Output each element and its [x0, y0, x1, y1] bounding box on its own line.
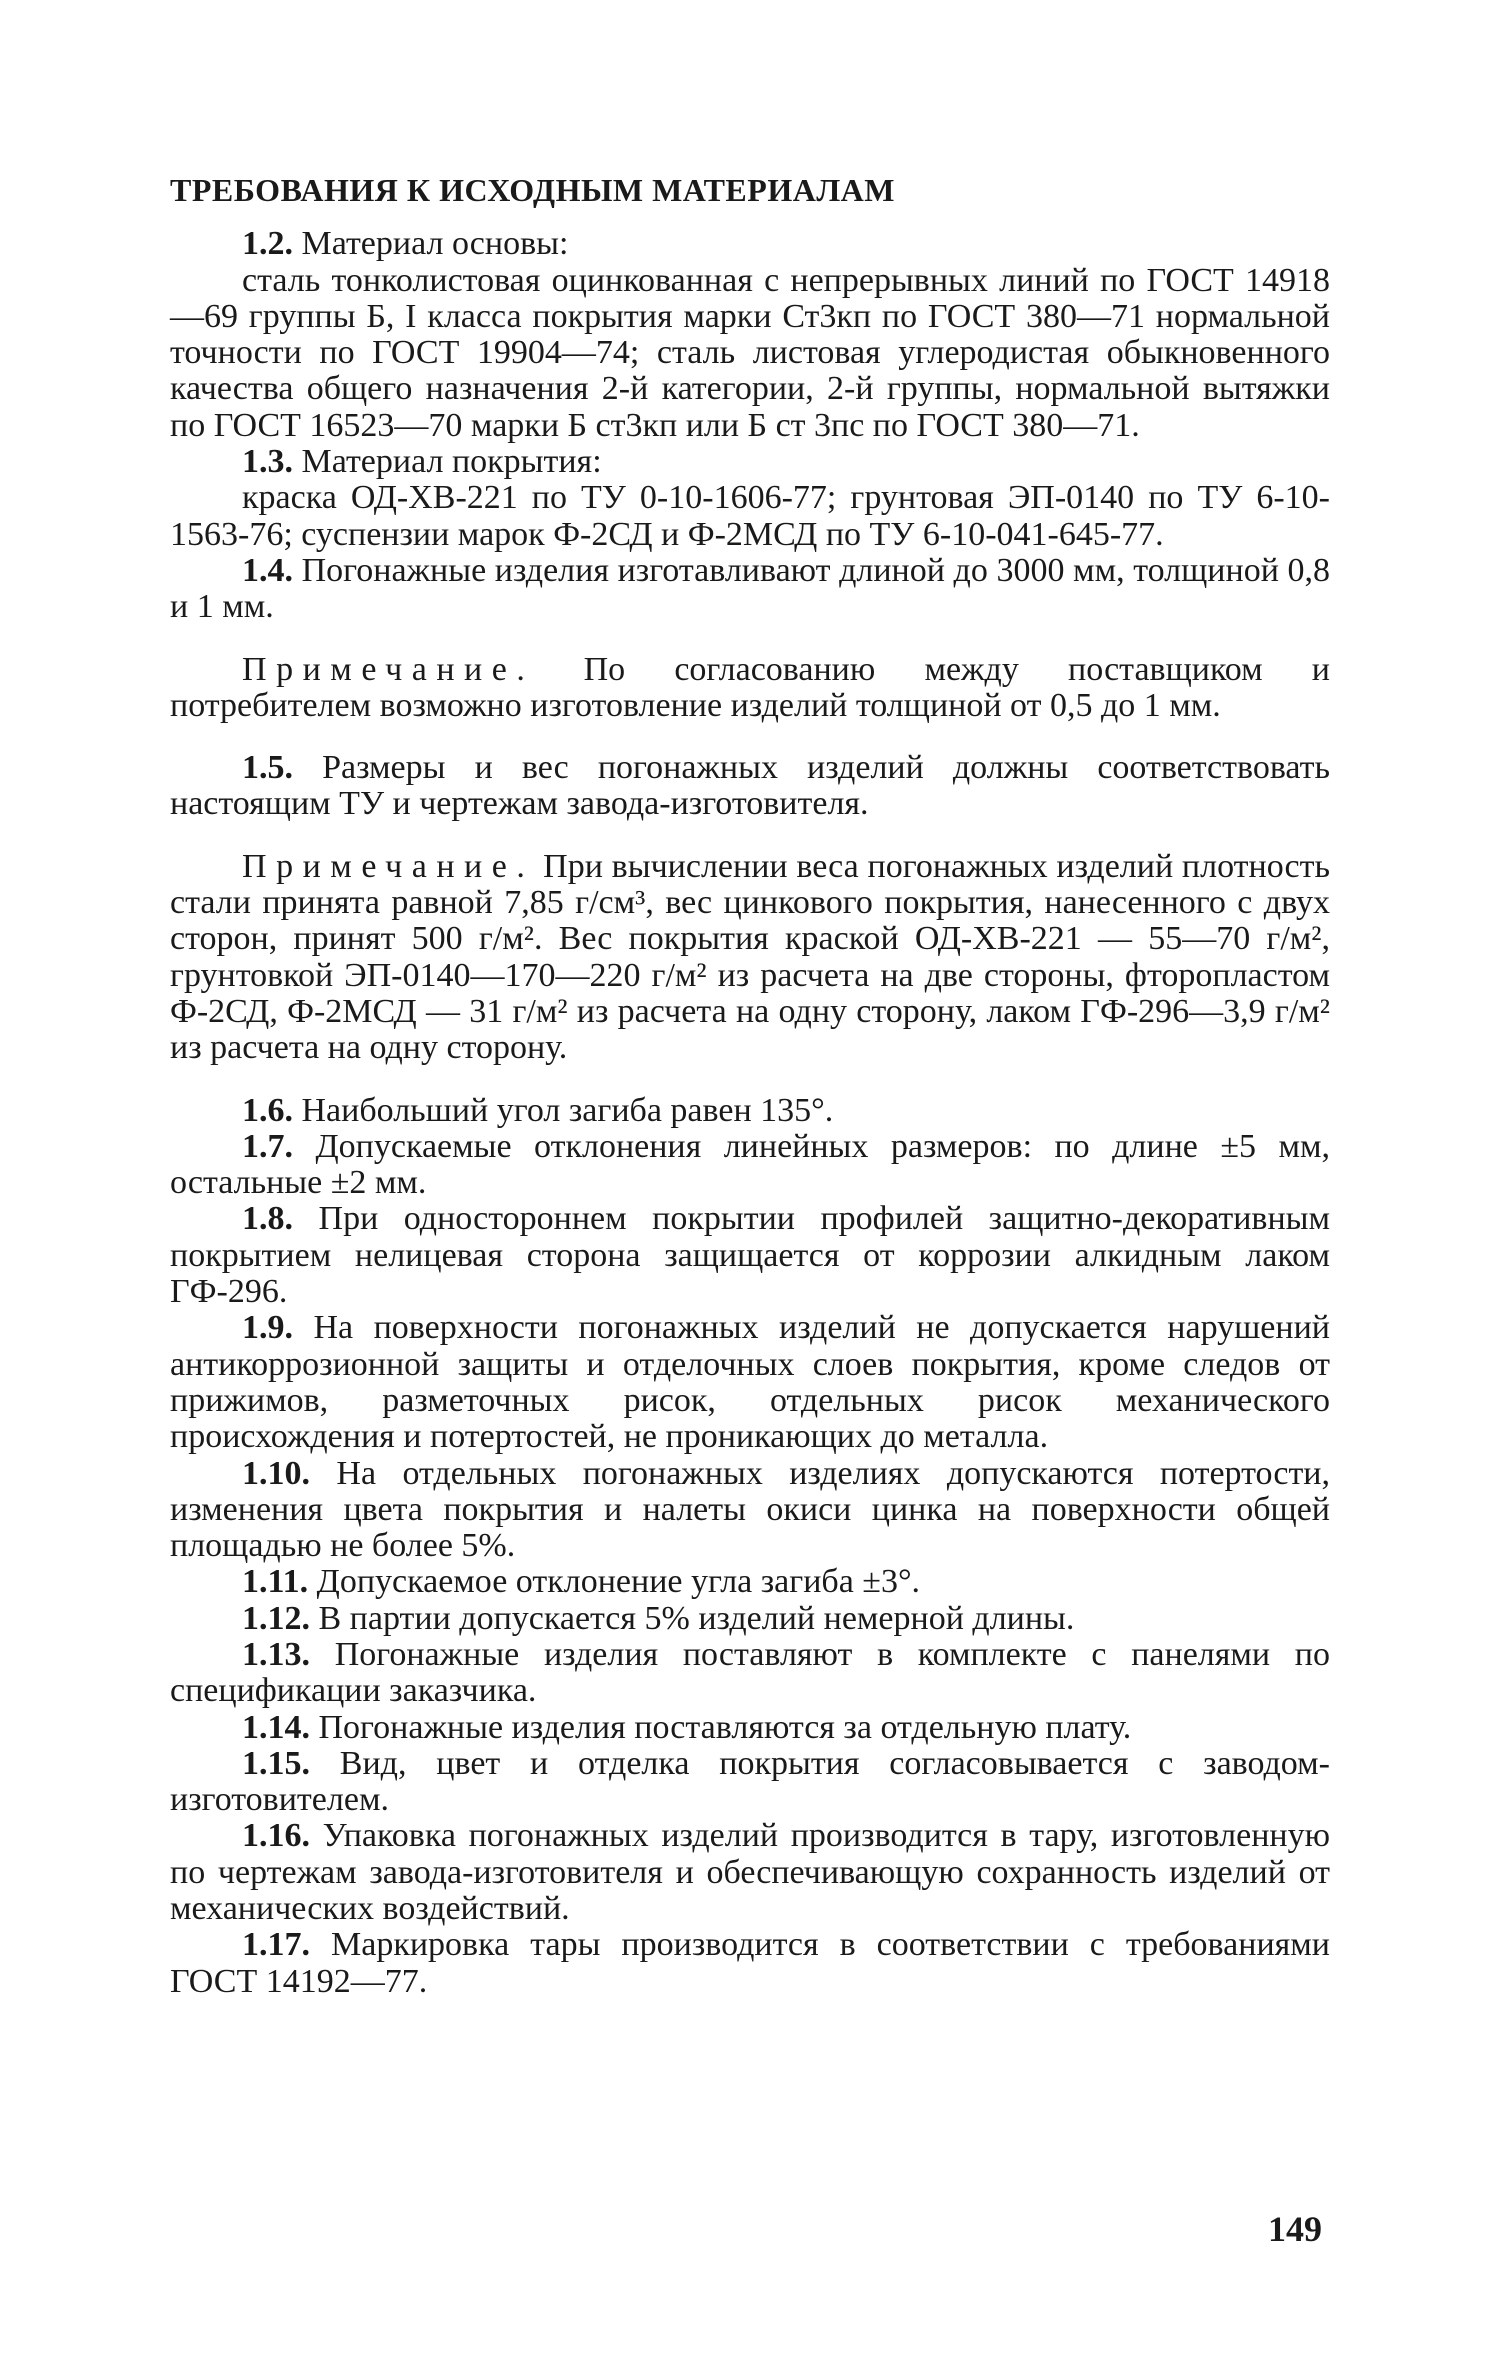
clause-text: Маркировка тары производится в соответствии с требованиями ГОСТ 14192—77. [170, 1926, 1330, 2000]
clause-text: В партии допускается 5% изделий немерной длины. [318, 1599, 1075, 1637]
clause-1-15 [170, 1746, 1330, 1819]
clause-number: 1.14. [242, 1708, 310, 1746]
clause-text: Погонажные изделия поставляются за отдельную плату. [318, 1708, 1132, 1746]
clause-1-8 [170, 1201, 1330, 1310]
clause-number: 1.7. [242, 1127, 293, 1165]
clause-number: 1.2. [242, 225, 293, 263]
clause-number: 1.11. [242, 1563, 309, 1601]
clause-1-17 [170, 1927, 1330, 2000]
clause-1-3-title [170, 444, 1330, 480]
clause-text: Упаковка погонажных изделий производится в тару, изготовленную по чертежам завода-изготовителя и обеспечивающую сохранность изделий от механических воздействий. [170, 1817, 1331, 1928]
clause-1-5 [170, 750, 1330, 823]
clause-1-14 [170, 1710, 1330, 1746]
clause-number: 1.13. [242, 1635, 310, 1673]
clause-number: 1.17. [242, 1926, 310, 1964]
clause-title: Материал основы: [301, 225, 569, 263]
clause-text: На поверхности погонажных изделий не допускается нарушений антикоррозионной защиты и отделочных слоев покрытия, кроме следов от прижимов, разметочных рисок, отдельных рисок механического происхождения и потертостей, не проникающих до металла. [170, 1309, 1330, 1456]
clause-1-10 [170, 1456, 1330, 1565]
clause-text: При одностороннем покрытии профилей защитно-декоративным покрытием нелицевая сторона защищается от коррозии алкидным лаком ГФ-296. [170, 1200, 1330, 1311]
clause-1-11 [170, 1564, 1330, 1600]
clause-1-13 [170, 1637, 1330, 1710]
clause-number: 1.5. [242, 749, 293, 787]
clause-number: 1.9. [242, 1309, 293, 1347]
note-label: Примечание. [242, 650, 535, 688]
clause-text: Наибольший угол загиба равен 135°. [301, 1091, 834, 1129]
clause-number: 1.3. [242, 443, 293, 481]
clause-1-3-text: краска ОД-ХВ-221 по ТУ 0-10-1606-77; грунтовая ЭП-0140 по ТУ 6-10-1563-76; суспензии марок Ф-2СД и Ф-2МСД по ТУ 6-10-041-645-77. [170, 479, 1330, 553]
clause-text: Погонажные изделия поставляют в комплекте с панелями по спецификации заказчика. [170, 1635, 1330, 1710]
clause-number: 1.4. [242, 551, 293, 589]
clause-1-4 [170, 553, 1330, 626]
clause-1-9 [170, 1310, 1330, 1455]
clause-number: 1.12. [242, 1599, 310, 1637]
clause-text: Допускаемые отклонения линейных размеров: по длине ±5 мм, остальные ±2 мм. [170, 1127, 1330, 1202]
note-text: При вычислении веса погонажных изделий плотность стали принята равной 7,85 г/см³, вес цинкового покрытия, нанесенного с двух сторон, принят 500 г/м². Вес покрытия краской ОД-ХВ-221 — 55—70 г/м², грунтовкой ЭП-0140—170—220 г/м² из расчета на две стороны, фторопластом Ф-2СД, Ф-2МСД — 31 г/м² из расчета на одну сторону, лаком ГФ-296—3,9 г/м² из расчета на одну сторону. [170, 847, 1330, 1067]
clause-number: 1.16. [242, 1817, 310, 1855]
section-heading: ТРЕБОВАНИЯ К ИСХОДНЫМ МАТЕРИАЛАМ [170, 172, 895, 208]
clause-1-12 [170, 1601, 1330, 1637]
clause-text: Вид, цвет и отделка покрытия согласовывается с заводом-изготовителем. [170, 1744, 1330, 1819]
note-1 [170, 652, 1330, 725]
clause-title: Материал покрытия: [301, 443, 602, 481]
clause-number: 1.15. [242, 1744, 310, 1782]
clause-number: 1.6. [242, 1091, 293, 1129]
clause-text: Погонажные изделия изготавливают длиной до 3000 мм, толщиной 0,8 и 1 мм. [170, 551, 1330, 626]
clause-number: 1.10. [242, 1454, 310, 1492]
note-label: Примечание. [242, 847, 535, 885]
page-body [170, 172, 1330, 2000]
clause-1-2-text: сталь тонколистовая оцинкованная с непрерывных линий по ГОСТ 14918—69 группы Б, I класса покрытия марки Ст3кп по ГОСТ 380—71 нормальной точности по ГОСТ 19904—74; сталь листовая углеродистая обыкновенного качества общего назначения 2-й категории, 2-й группы, нормальной вытяжки по ГОСТ 16523—70 марки Б ст3кп или Б ст 3пс по ГОСТ 380—71. [170, 261, 1330, 444]
note-2 [170, 849, 1330, 1067]
clause-1-6 [170, 1093, 1330, 1129]
clause-text: Допускаемое отклонение угла загиба ±3°. [316, 1563, 921, 1601]
clause-1-2-title [170, 226, 1330, 262]
note-text: По согласованию между поставщиком и потребителем возможно изготовление изделий толщиной от 0,5 до 1 мм. [170, 650, 1330, 724]
clause-text: Размеры и вес погонажных изделий должны соответствовать настоящим ТУ и чертежам завода-изготовителя. [170, 749, 1330, 823]
clause-1-7 [170, 1129, 1330, 1202]
clause-1-16 [170, 1818, 1330, 1927]
clause-number: 1.8. [242, 1200, 293, 1238]
clause-text: На отдельных погонажных изделиях допускаются потертости, изменения цвета покрытия и налеты окиси цинка на поверхности общей площадью не более 5%. [170, 1454, 1331, 1565]
page-number: 149 [1268, 2209, 1322, 2249]
